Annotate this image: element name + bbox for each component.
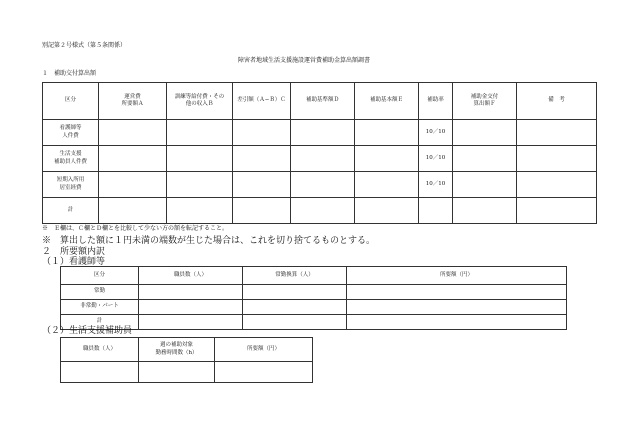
col-header: 運営費 所要額Ａ — [99, 83, 167, 120]
cell-input[interactable] — [355, 198, 419, 224]
cell-input[interactable] — [291, 172, 355, 198]
table-header-row — [61, 267, 567, 285]
cell-input[interactable] — [139, 315, 243, 330]
table-row — [61, 285, 567, 300]
cell-input[interactable] — [139, 285, 243, 300]
table-row-total — [61, 315, 567, 330]
table-row — [43, 146, 597, 172]
cell-input[interactable] — [233, 146, 291, 172]
subsidy-calculation-table — [42, 82, 597, 224]
col-header: 補助金交付 算出額Ｆ — [453, 83, 517, 120]
table-row — [43, 172, 597, 198]
col-header: 補助率 — [419, 83, 453, 120]
table-row — [43, 120, 597, 146]
subsidy-rate — [419, 198, 453, 224]
cell-input[interactable] — [517, 146, 597, 172]
col-header: 区分 — [61, 267, 139, 285]
cell-input[interactable] — [355, 172, 419, 198]
cell-input[interactable] — [355, 146, 419, 172]
cell-input[interactable] — [233, 120, 291, 146]
cell-input[interactable] — [99, 198, 167, 224]
cell-input[interactable] — [453, 120, 517, 146]
row-label: 生活支援 補助員人件費 — [43, 146, 99, 172]
note-1: ※ Ｅ欄は、Ｃ欄とＤ欄とを比較して少ない方の額を転記すること。 — [42, 225, 229, 232]
cell-input[interactable] — [233, 172, 291, 198]
cell-input[interactable] — [453, 172, 517, 198]
table-header-row — [43, 83, 597, 120]
cell-input[interactable] — [243, 300, 347, 315]
cell-input[interactable] — [291, 198, 355, 224]
cell-input[interactable] — [517, 198, 597, 224]
col-header: 職員数（人） — [139, 267, 243, 285]
cell-input[interactable] — [99, 146, 167, 172]
cell-input[interactable] — [61, 362, 139, 383]
cell-input[interactable] — [291, 146, 355, 172]
section1-heading: １ 補助交付算出額 — [42, 70, 97, 77]
subsidy-rate: 10／10 — [419, 172, 453, 198]
cell-input[interactable] — [243, 285, 347, 300]
subsidy-rate: 10／10 — [419, 120, 453, 146]
cell-input[interactable] — [167, 146, 233, 172]
col-header: 区分 — [43, 83, 99, 120]
support-staff-table — [60, 337, 313, 383]
table-header-row — [61, 338, 313, 362]
cell-input[interactable] — [167, 172, 233, 198]
form-number: 別記第２号様式（第５条関係） — [42, 42, 127, 49]
table-row — [61, 300, 567, 315]
cell-input[interactable] — [347, 315, 567, 330]
row-label: 計 — [43, 198, 99, 224]
col-header: 備 考 — [517, 83, 597, 120]
cell-input[interactable] — [453, 146, 517, 172]
cell-input[interactable] — [167, 120, 233, 146]
row-label: 短期入所用 居室経費 — [43, 172, 99, 198]
row-label: 看護師等 人件費 — [43, 120, 99, 146]
cell-input[interactable] — [99, 120, 167, 146]
subsidy-rate: 10／10 — [419, 146, 453, 172]
cell-input[interactable] — [99, 172, 167, 198]
row-label: 非常勤・パート — [61, 300, 139, 315]
col-header: 差引額（Ａ−Ｂ）Ｃ — [233, 83, 291, 120]
row-label: 常勤 — [61, 285, 139, 300]
cell-input[interactable] — [453, 198, 517, 224]
document-title: 障害者地域生活支援施設運営費補助金算出額調書 — [238, 57, 371, 64]
cell-input[interactable] — [291, 120, 355, 146]
col-header: 常勤換算（人） — [243, 267, 347, 285]
cell-input[interactable] — [139, 362, 215, 383]
col-header: 職員数（人） — [61, 338, 139, 362]
cell-input[interactable] — [243, 315, 347, 330]
subsection1-heading: （１）看護師等 — [42, 257, 106, 267]
table-row-total — [43, 198, 597, 224]
col-header: 訓練等給付費・その 他の収入Ｂ — [167, 83, 233, 120]
cell-input[interactable] — [215, 362, 313, 383]
cell-input[interactable] — [347, 300, 567, 315]
cell-input[interactable] — [355, 120, 419, 146]
subsection2-heading: （２）生活支援補助員 — [42, 326, 133, 336]
col-header: 補助基準額Ｄ — [291, 83, 355, 120]
table-row — [61, 362, 313, 383]
cell-input[interactable] — [517, 120, 597, 146]
cell-input[interactable] — [167, 198, 233, 224]
note-2: ※ 算出した額に１円未満の端数が生じた場合は、これを切り捨てるものとする。 — [42, 236, 376, 246]
col-header: 所要額（円） — [347, 267, 567, 285]
col-header: 補助基本額Ｅ — [355, 83, 419, 120]
nursing-staff-table — [60, 266, 567, 330]
col-header: 週の補助対象 勤務時間数（h） — [139, 338, 215, 362]
cell-input[interactable] — [517, 172, 597, 198]
cell-input[interactable] — [347, 285, 567, 300]
cell-input[interactable] — [233, 198, 291, 224]
row-label: 計 — [61, 315, 139, 330]
cell-input[interactable] — [139, 300, 243, 315]
section2-heading: ２ 所要額内訳 — [42, 247, 106, 257]
col-header: 所要額（円） — [215, 338, 313, 362]
